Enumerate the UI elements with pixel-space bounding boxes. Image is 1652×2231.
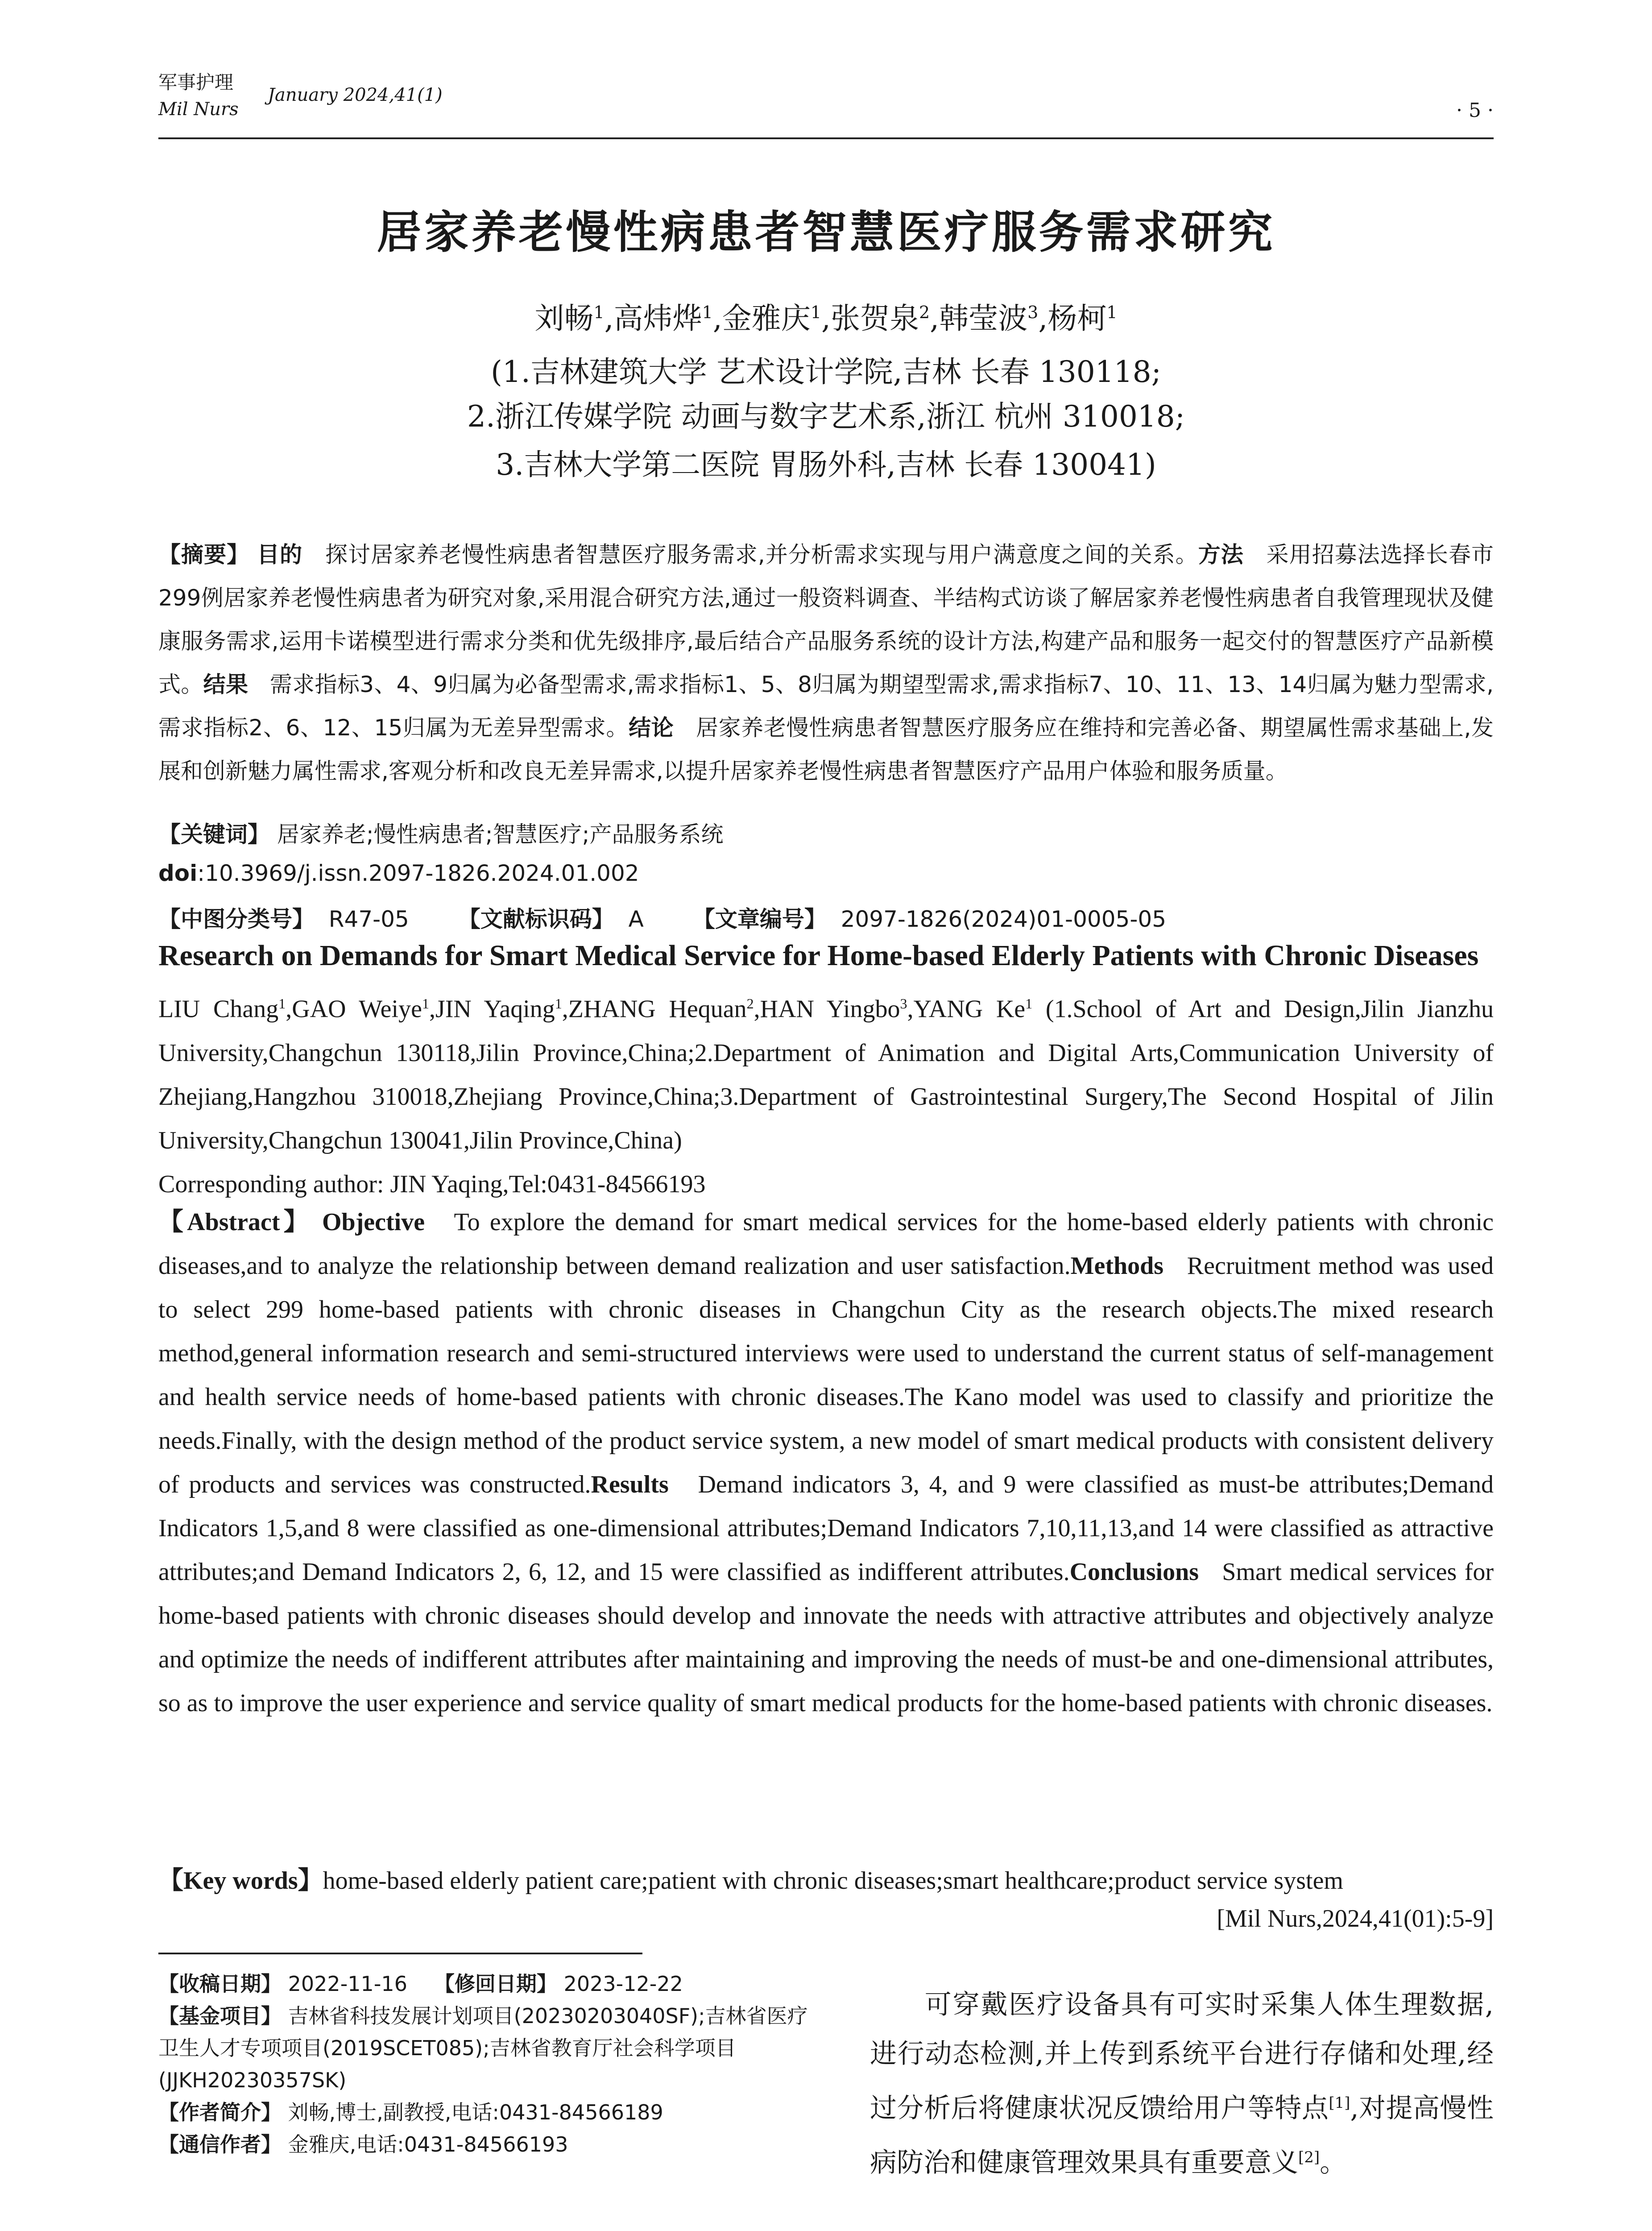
footnotes: 【收稿日期】 2022-11-16 【修回日期】 2023-12-22 【基金项目】 吉林省科技发展计划项目(20230203040SF);吉林省医疗卫生人才专项项目(2019SCET085);吉林省教育厅社会科学项目(JJKH20230357SK) 【作者简介】 刘畅,博士,副教授,电话:0431-84566189 【通信作者】 金雅庆,电话:0431-84566193 [158, 1972, 808, 2156]
journal-name-en: Mil Nurs [158, 99, 239, 120]
abstract-cn: 【摘要】 目的 探讨居家养老慢性病患者智慧医疗服务需求,并分析需求实现与用户满意度之间的关系。方法 采用招募法选择长春市299例居家养老慢性病患者为研究对象,采用混合研究方法,通过一般资料调查、半结构式访谈了解居家养老慢性病患者自我管理现状及健康服务需求,运用卡诺模型进行需求分类和优先级排序,最后结合产品服务系统的设计方法,构建产品和服务一起交付的智慧医疗产品新模式。结果 需求指标3、4、9归属为必备型需求,需求指标1、5、8归属为期望型需求,需求指标7、10、11、13、14归属为魅力型需求,需求指标2、6、12、15归属为无差异型需求。结论 居家养老慢性病患者智慧医疗服务应在维持和完善必备、期望属性需求基础上,发展和创新魅力属性需求,客观分析和改良无差异需求,以提升居家养老慢性病患者智慧医疗产品用户体验和服务质量。 [158, 542, 1494, 784]
header-rule [158, 137, 1494, 139]
page-number: · 5 · [1456, 99, 1494, 122]
corresponding-author: Corresponding author: JIN Yaqing,Tel:0431-84566193 [158, 1170, 706, 1198]
citation-ref[interactable]: [2] [1298, 2148, 1320, 2166]
keywords-cn: 【关键词】 居家养老;慢性病患者;智慧医疗;产品服务系统 [158, 821, 724, 847]
keywords-en: 【Key words】home-based elderly patient care;patient with chronic diseases;smart healthcare;product service system [158, 1867, 1343, 1895]
author: 刘畅 [534, 301, 594, 336]
author: 金雅庆 [722, 301, 811, 336]
affiliation: 3.吉林大学第二医院 胃肠外科,吉林 长春 130041) [496, 448, 1156, 482]
affiliation: (1.吉林建筑大学 艺术设计学院,吉林 长春 130118; [491, 355, 1161, 389]
doi: doi:10.3969/j.issn.2097-1826.2024.01.002 [158, 860, 639, 886]
affiliation: 2.浙江传媒学院 动画与数字艺术系,浙江 杭州 310018; [467, 399, 1185, 434]
citation: [Mil Nurs,2024,41(01):5-9] [1217, 1905, 1494, 1932]
journal-name-cn: 军事护理 [158, 71, 234, 93]
author: 张贺泉 [830, 301, 919, 336]
author: 韩莹波 [939, 301, 1028, 336]
citation-ref[interactable]: [1] [1329, 2094, 1350, 2112]
abstract-en: 【Abstract】 Objective To explore the demand for smart medical services for the home-based elderly patients with chronic diseases,and to analyze the relationship between demand realization and user satisfaction.Methods Recruitment method was used to select 299 home-based patients with chronic diseases in Changchun City as the research objects.The mixed research method,general information research and semi-structured interviews were used to understand the current status of self-management and health service needs of home-based patients with chronic diseases.The Kano model was used to classify and prioritize the needs.Finally, with the design method of the product service system, a new model of smart medical products with consistent delivery of products and services was constructed.Results Demand indicators 3, 4, and 9 were classified as must-be attributes;Demand Indicators 1,5,and 8 were classified as one-dimensional attributes;Demand Indicators 7,10,11,13,and 14 were classified as attractive attributes;and Demand Indicators 2, 6, 12, and 15 were classified as indifferent attributes.Conclusions Smart medical services for home-based patients with chronic diseases should develop and innovate the needs with attractive attributes and objectively analyze and optimize the needs of indifferent attributes after maintaining and improving the needs of must-be and one-dimensional attributes, so as to improve the user experience and service quality of smart medical products for the home-based patients with chronic diseases. [158, 1208, 1494, 1717]
affiliations-en: (1.School of Art and Design,Jilin Jianzhu University,Changchun 130118,Jilin Province,China;2.Department of Animation and Digital Arts,Communication University of Zhejiang,Hangzhou 310018,Zhejiang Province,China;3.Department of Gastrointestinal Surgery,The Second Hospital of Jilin University,Changchun 130041,Jilin Province,China) [158, 995, 1494, 1154]
journal-issue: January 2024,41(1) [268, 85, 443, 105]
footnote-rule [158, 1953, 642, 1954]
paper-title: 居家养老慢性病患者智慧医疗服务需求研究 [377, 206, 1275, 258]
paper-title-en: Research on Demands for Smart Medical Service for Home-based Elderly Patients with Chronic Diseases [158, 939, 1479, 972]
author-list-en: LIU Chang$^1$,GAO Weiye$^1$,JIN Yaqing$^1$,ZHANG Hequan$^2$,HAN Yingbo$^3$,YANG Ke$^1$ (1.School of Art and Design,Jilin Jianzhu University,Changchun 130118,Jilin Province,China;2.Department of Animation and Digital Arts,Communication University of Zhejiang,Hangzhou 310018,Zhejiang Province,China;3.Department of Gastrointestinal Surgery,The Second Hospital of Jilin University,Changchun 130041,Jilin Province,China) Corresponding author: JIN Yaqing,Tel:0431-84566193 [158, 995, 1494, 1198]
classification: 【中图分类号】 R47-05 【文献标识码】 A 【文章编号】 2097-1826(2024)01-0005-05 [158, 906, 1167, 932]
body-paragraph: 可穿戴医疗设备具有可实时采集人体生理数据,进行动态检测,并上传到系统平台进行存储和处理,经过分析后将健康状况反馈给用户等特点[1],对提高慢性病防治和健康管理效果具有重要意义[2]。 [870, 1989, 1494, 2178]
author: 高炜烨 [613, 301, 702, 336]
author: 杨柯 [1048, 301, 1107, 336]
author-list: 刘畅$^1$,高炜烨$^1$,金雅庆$^1$,张贺泉$^2$,韩莹波$^3$,杨柯$^1$ [534, 301, 1118, 336]
